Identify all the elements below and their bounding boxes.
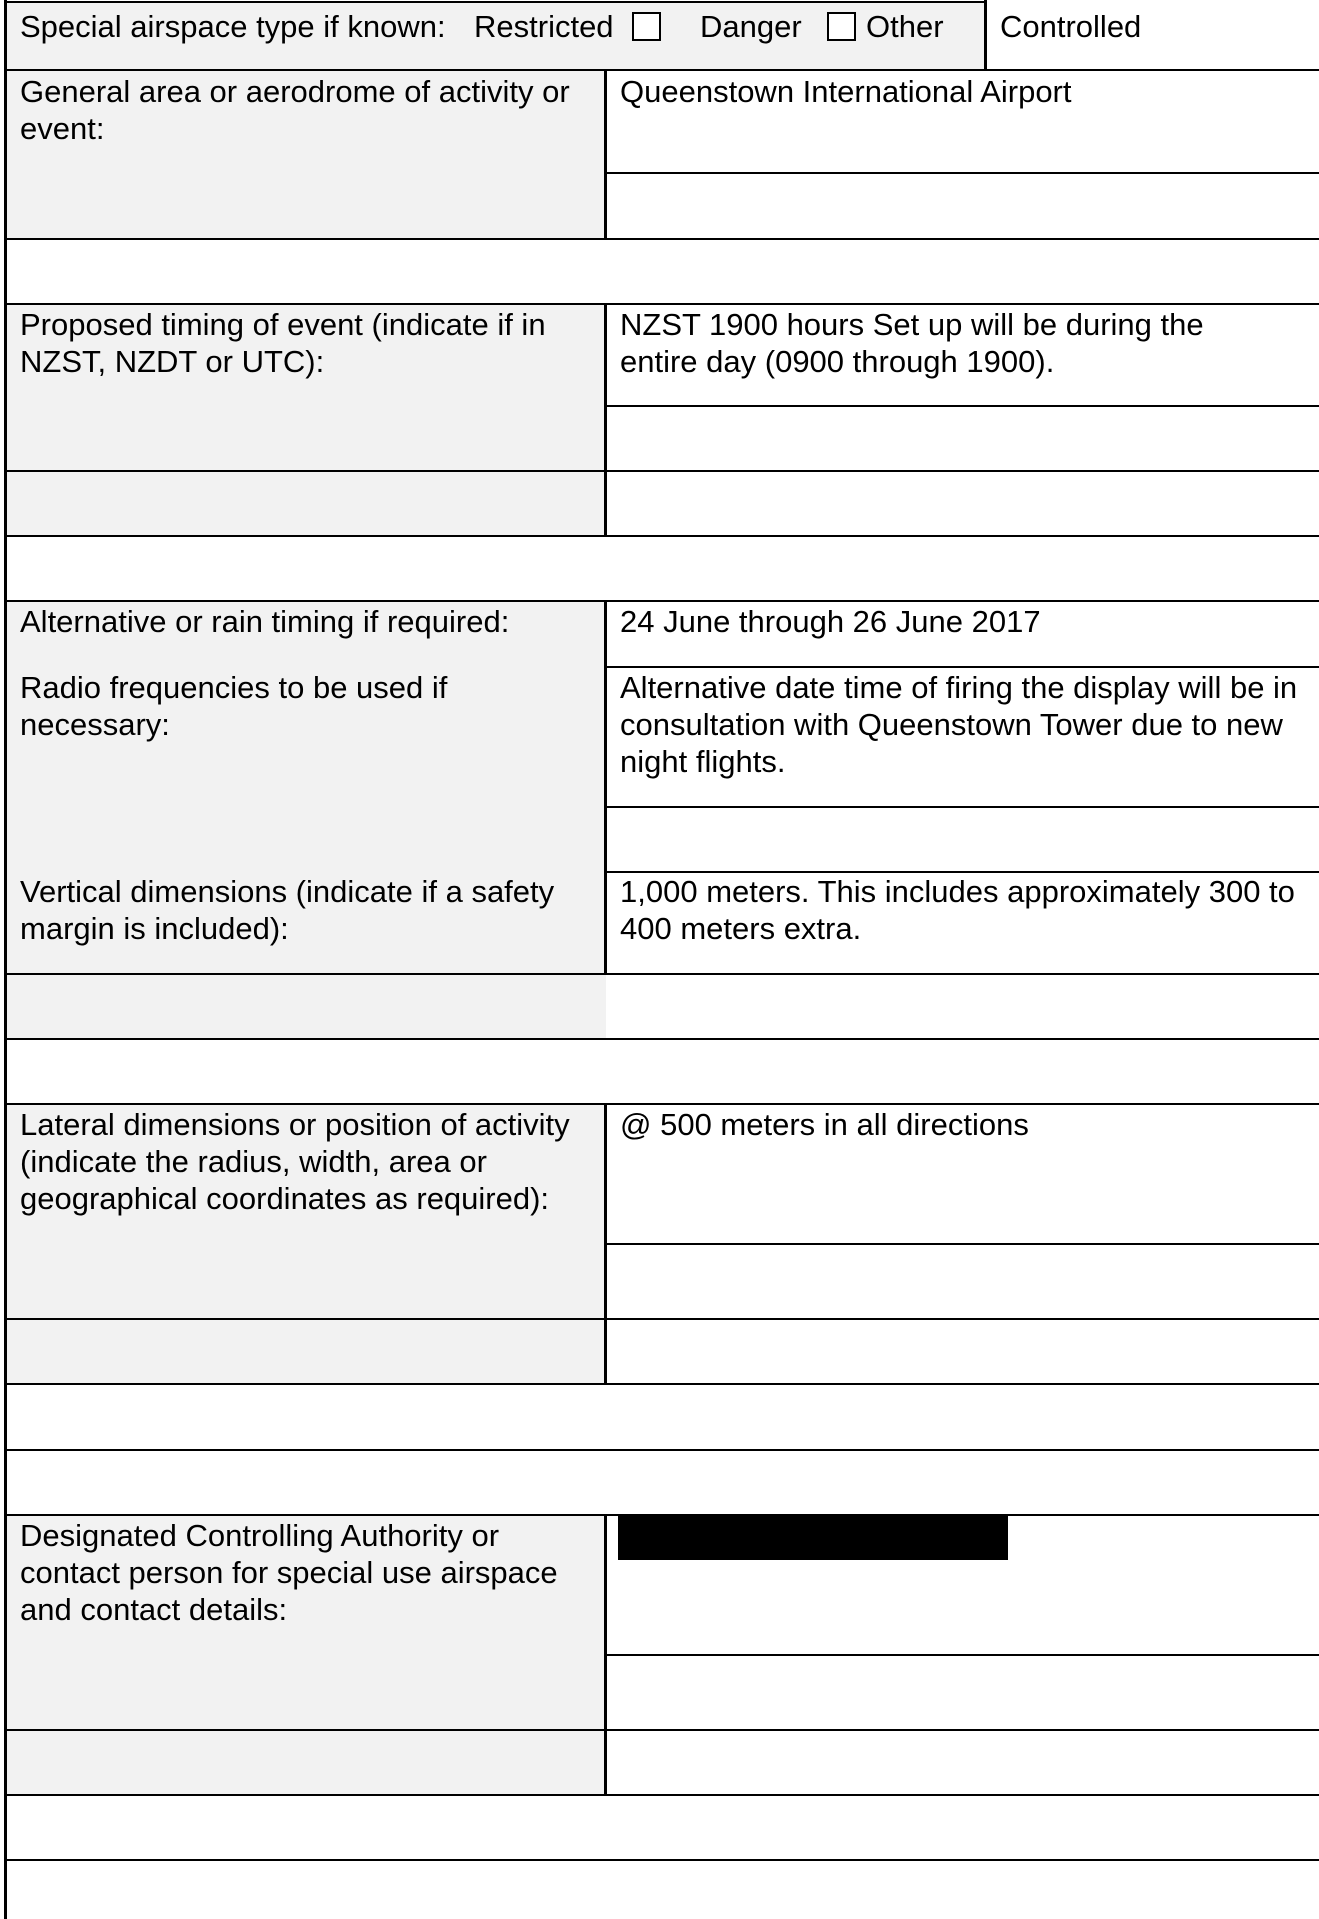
divider-airspace-value bbox=[984, 0, 987, 70]
restricted-checkbox[interactable] bbox=[632, 12, 661, 41]
left-border bbox=[4, 0, 7, 1919]
rule bbox=[4, 238, 1319, 240]
area-label: General area or aerodrome of activity or event: bbox=[20, 74, 570, 146]
timing-value: NZST 1900 hours Set up will be during the entire day (0900 through 1900). bbox=[620, 307, 1204, 379]
rule bbox=[4, 1, 985, 3]
rule bbox=[606, 806, 1319, 808]
rule bbox=[606, 405, 1319, 407]
vertical-value: 1,000 meters. This includes approximately 300 to 400 meters extra. bbox=[620, 874, 1295, 946]
divider bbox=[604, 600, 607, 974]
rule bbox=[606, 172, 1319, 174]
divider bbox=[604, 1514, 607, 1795]
timing-label: Proposed timing of event (indicate if in NZST, NZDT or UTC): bbox=[20, 307, 546, 379]
area-value: Queenstown International Airport bbox=[620, 74, 1072, 109]
divider bbox=[604, 1103, 607, 1384]
alternative-value: 24 June through 26 June 2017 bbox=[620, 604, 1041, 639]
radio-label: Radio frequencies to be used if necessary: bbox=[20, 670, 448, 742]
rule bbox=[4, 303, 1319, 305]
rule bbox=[4, 69, 1319, 71]
vertical-label: Vertical dimensions (indicate if a safety margin is included): bbox=[20, 874, 555, 946]
option-restricted-label: Restricted bbox=[474, 9, 614, 44]
rule bbox=[4, 1038, 1319, 1040]
danger-checkbox[interactable] bbox=[827, 12, 856, 41]
rule bbox=[4, 470, 1319, 472]
airspace-type-label: Special airspace type if known: bbox=[20, 9, 446, 44]
rule bbox=[4, 1859, 1319, 1861]
alternative-label: Alternative or rain timing if required: bbox=[20, 604, 510, 639]
rule bbox=[4, 600, 1319, 602]
radio-value: Alternative date time of firing the display will be in consultation with Queenstown Tower due to new night flights. bbox=[620, 670, 1298, 779]
rule bbox=[606, 666, 1319, 668]
rule bbox=[4, 1318, 1319, 1320]
rule bbox=[4, 1103, 1319, 1105]
rule bbox=[4, 1729, 1319, 1731]
rule bbox=[606, 1243, 1319, 1245]
airspace-type-value: Controlled bbox=[1000, 9, 1142, 44]
rule bbox=[4, 1794, 1319, 1796]
rule bbox=[4, 1449, 1319, 1451]
divider bbox=[604, 69, 607, 239]
lateral-label: Lateral dimensions or position of activity (indicate the radius, width, area or geographical coordinates as required): bbox=[20, 1107, 570, 1216]
divider bbox=[604, 303, 607, 536]
rule bbox=[4, 535, 1319, 537]
rule bbox=[606, 1654, 1319, 1656]
redacted-contact-block bbox=[618, 1516, 1008, 1560]
authority-label: Designated Controlling Authority or contact person for special use airspace and contact details: bbox=[20, 1518, 558, 1627]
lateral-value: @ 500 meters in all directions bbox=[620, 1107, 1029, 1142]
option-danger-label: Danger bbox=[700, 9, 802, 44]
option-other-label: Other bbox=[866, 9, 944, 44]
rule bbox=[4, 973, 1319, 975]
rule bbox=[4, 1383, 1319, 1385]
